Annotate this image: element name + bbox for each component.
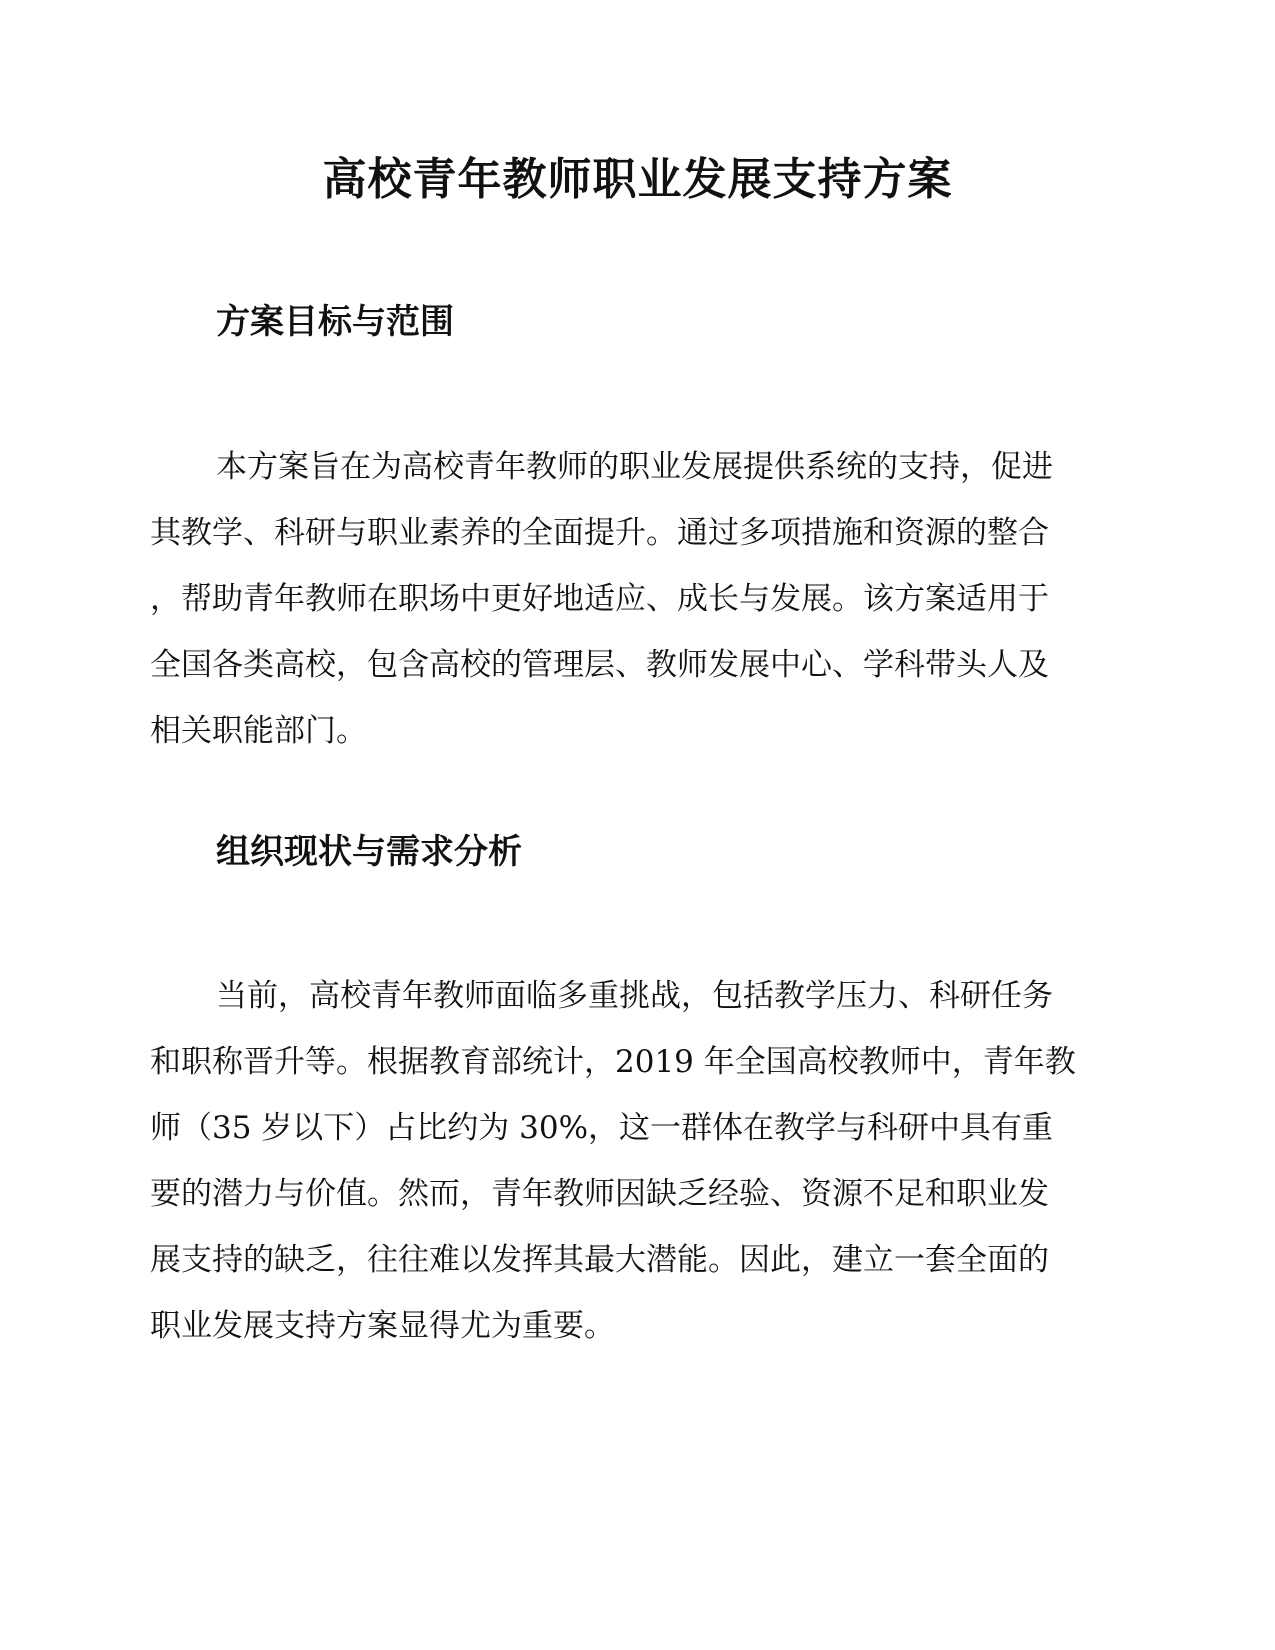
paragraph-line: ，帮助青年教师在职场中更好地适应、成长与发展。该方案适用于 [150, 581, 1049, 617]
paragraph-status-needs [150, 963, 1125, 1359]
section-heading-status-needs: 组织现状与需求分析 [216, 832, 522, 872]
paragraph-line: 和职称晋升等。根据教育部统计，2019 年全国高校教师中，青年教 [150, 1044, 1076, 1080]
paragraph-line: 职业发展支持方案显得尤为重要。 [150, 1308, 615, 1344]
paragraph-line: 师（35 岁以下）占比约为 30%，这一群体在教学与科研中具有重 [150, 1110, 1054, 1146]
section-heading-goals-scope: 方案目标与范围 [216, 302, 454, 342]
paragraph-line: 全国各类高校，包含高校的管理层、教师发展中心、学科带头人及 [150, 647, 1049, 683]
paragraph-line: 当前，高校青年教师面临多重挑战，包括教学压力、科研任务 [216, 978, 1053, 1014]
paragraph-line: 展支持的缺乏，往往难以发挥其最大潜能。因此，建立一套全面的 [150, 1242, 1049, 1278]
paragraph-line: 其教学、科研与职业素养的全面提升。通过多项措施和资源的整合 [150, 515, 1049, 551]
paragraph-line: 要的潜力与价值。然而，青年教师因缺乏经验、资源不足和职业发 [150, 1176, 1049, 1212]
paragraph-line: 本方案旨在为高校青年教师的职业发展提供系统的支持，促进 [216, 449, 1053, 485]
paragraph-goals-scope [150, 434, 1125, 764]
paragraph-line: 相关职能部门。 [150, 713, 367, 749]
document-title: 高校青年教师职业发展支持方案 [322, 154, 953, 205]
